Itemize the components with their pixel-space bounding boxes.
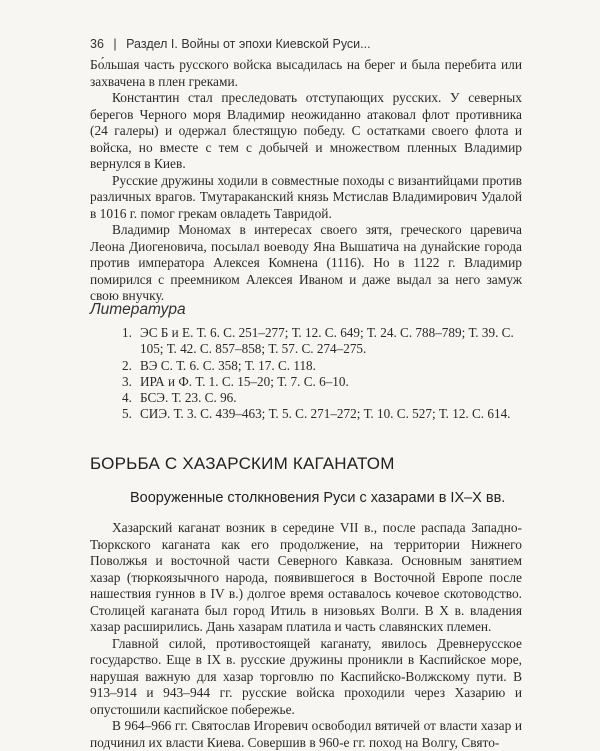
literature-item-number: 4. bbox=[122, 390, 132, 406]
page-number: 36 bbox=[90, 37, 104, 51]
paragraph: В 964–966 гг. Святослав Игоревич освободил вятичей от власти хазар и подчинил их власти Киева. Совершив в 960-е гг. поход на Волгу, Свято- bbox=[90, 718, 522, 750]
paragraph: Бо́льшая часть русского войска высадилась на берег и была перебита или захвачена в плен греками. bbox=[90, 57, 522, 89]
literature-item-text: БСЭ. Т. 23. С. 96. bbox=[140, 390, 237, 406]
subsection-title: Вооруженные столкновения Руси с хазарами в IX–X вв. bbox=[130, 490, 506, 506]
literature-item bbox=[122, 374, 522, 390]
literature-item bbox=[122, 358, 522, 374]
literature-item-number: 5. bbox=[122, 406, 132, 422]
running-head-title: Раздел I. Войны от эпохи Киевской Руси... bbox=[126, 37, 371, 51]
intro-text-block bbox=[90, 57, 522, 305]
literature-item-number: 3. bbox=[122, 373, 132, 389]
literature-item-number: 1. bbox=[122, 325, 132, 340]
literature-item-text: ИРА и Ф. Т. 1. С. 15–20; Т. 7. С. 6–10. bbox=[140, 373, 349, 389]
literature-heading: Литература bbox=[90, 301, 186, 318]
literature-item-text: ЭС Б и Е. Т. 6. С. 251–277; Т. 12. С. 649; Т. 24. С. 788–789; Т. 39. С. 105; Т. 42. С. 857–858; Т. 57. С. 274–275. bbox=[140, 325, 514, 357]
running-head-separator: | bbox=[113, 37, 117, 51]
literature-item-text: СИЭ. Т. 3. С. 439–463; Т. 5. С. 271–272; Т. 10. С. 527; Т. 12. С. 614. bbox=[140, 406, 511, 422]
paragraph: Главной силой, противостоящей каганату, явилось Древнерусское государство. Еще в IX в. русские дружины проникли в Каспийское море, нарушая важную для хазар торговлю по Каспийско-Волжскому пути. В 913–914 и 943–944 гг. русские войска проходили через Хазарию и опустошили каспийское побережье. bbox=[90, 635, 522, 717]
literature-item-number: 2. bbox=[122, 357, 132, 373]
section-text-block bbox=[90, 520, 522, 751]
literature-item bbox=[122, 390, 522, 406]
paragraph: Хазарский каганат возник в середине VII в., после распада Западно-Тюркского каганата как его продолжение, на территории Нижнего Поволжья и восточной части Северного Кавказа. Основным занятием хазар (тюркоязычного народа, появившегося в Восточной Европе после нашествия гуннов в IV в.) долгое время оставалось кочевое скотоводство. Столицей каганата был город Итиль в низовьях Волги. В X в. владения хазар расширились. Дань хазарам платила и часть славянских племен. bbox=[90, 520, 522, 634]
literature-item bbox=[122, 406, 522, 422]
paragraph: Владимир Мономах в интересах своего зятя, греческого царевича Леона Диогеновича, посылал воеводу Яна Вышатича на дунайские города против императора Алексея Комнена (1116). Но в 1122 г. Владимир помирился с преемником Алексея Иваном и даже выдал за него замуж свою внучку. bbox=[90, 222, 522, 303]
running-head bbox=[90, 37, 371, 51]
literature-item-text: ВЭ С. Т. 6. С. 358; Т. 17. С. 118. bbox=[140, 357, 316, 373]
paragraph: Константин стал преследовать отступающих русских. У северных берегов Черного моря Владимир неожиданно атаковал флот противника (24 галеры) и одержал блестящую победу. С остатками своего флота и войска, но вместе с тем с добычей и множеством пленных Владимир вернулся в Киев. bbox=[90, 90, 522, 171]
literature-item bbox=[122, 325, 522, 358]
literature-list bbox=[122, 325, 522, 423]
section-title: БОРЬБА С ХАЗАРСКИМ КАГАНАТОМ bbox=[90, 454, 395, 473]
paragraph: Русские дружины ходили в совместные походы с византийцами против различных врагов. Тмутараканский князь Мстислав Владимирович Удалой в 1016 г. помог грекам овладеть Тавридой. bbox=[90, 172, 522, 221]
